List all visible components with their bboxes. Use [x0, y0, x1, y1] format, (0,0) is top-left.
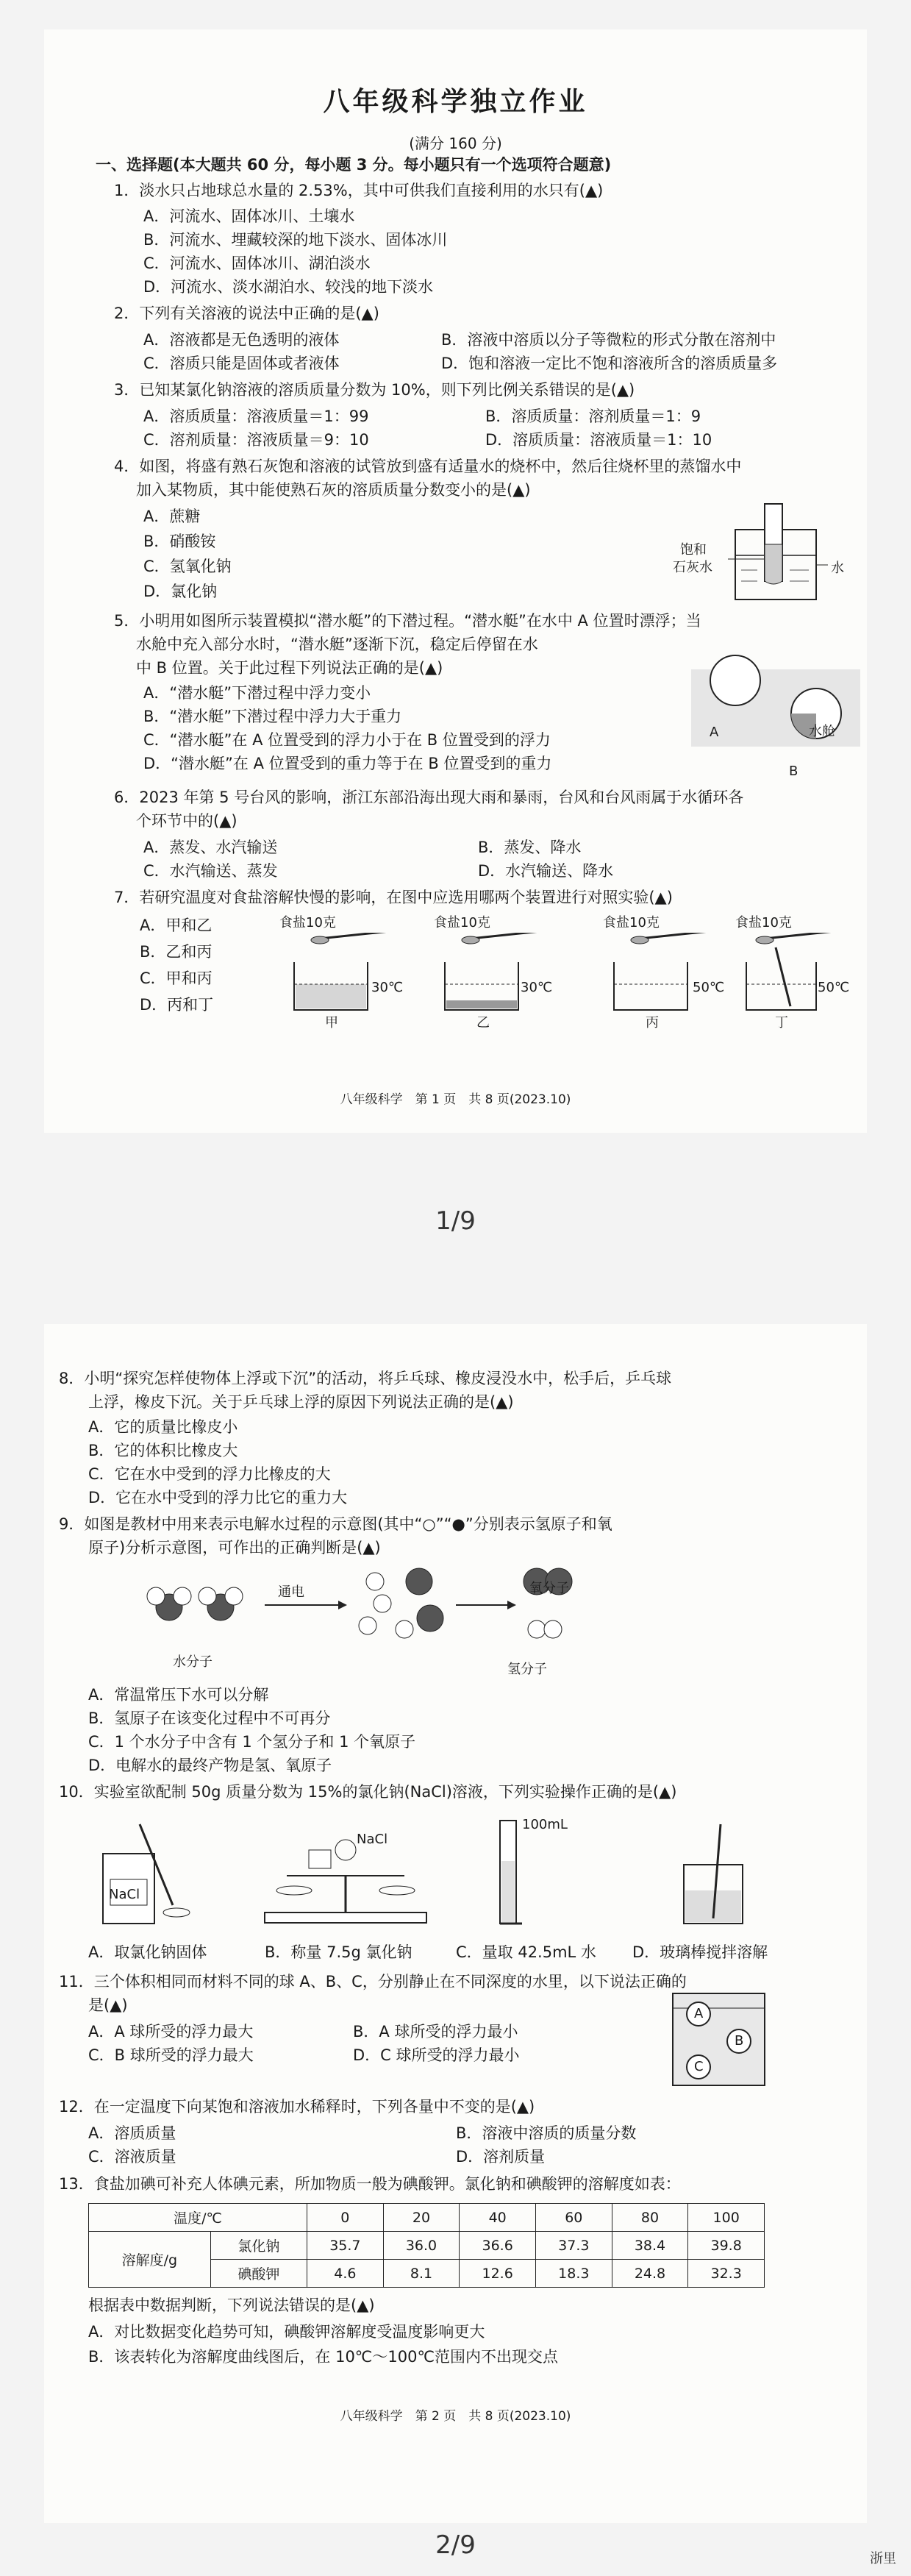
q5-stem-line2: 水舱中充入部分水时，“潜水艇”逐渐下沉，稳定后停留在水: [136, 636, 538, 653]
beaker-ding: [735, 912, 864, 1030]
q4-label-water: 水: [831, 561, 844, 576]
q12-option-d: D．溶剂质量: [456, 2148, 546, 2166]
q3-option-b: B．溶质质量：溶剂质量＝1：9: [485, 408, 701, 425]
section-heading: 一、选择题(本大题共 60 分，每小题 3 分。每小题只有一个选项符合题意): [96, 156, 612, 174]
q11-stem-line1: 11．三个体积相同而材料不同的球 A、B、C，分别静止在不同深度的水里，以下说法正确的: [59, 1973, 687, 1990]
q5-label-b: B: [789, 764, 799, 779]
q13-option-a: A．对比数据变化趋势可知，碘酸钾溶解度受温度影响更大: [88, 2323, 485, 2341]
page-subtitle: (满分 160 分): [409, 135, 502, 152]
q9-water-label: 水分子: [173, 1654, 212, 1670]
q9-hydrogen-label: 氢分子: [507, 1662, 547, 1677]
q6-option-c: C．水汽输送、蒸发: [143, 862, 278, 880]
table-cell: 36.0: [383, 2232, 460, 2260]
q1-option-c: C．河流水、固体冰川、湖泊淡水: [143, 255, 371, 272]
q1-option-a: A．河流水、固体冰川、土壤水: [143, 207, 355, 225]
q2-option-c: C．溶质只能是固体或者液体: [143, 355, 340, 372]
beaker-yi: [434, 912, 574, 1030]
q11-stem-line2: 是(▲): [88, 1996, 128, 2014]
table-cell: 温度/℃: [89, 2204, 307, 2232]
table-cell: 35.7: [307, 2232, 384, 2260]
beaker-salt-label: 食盐10克: [735, 915, 792, 931]
beaker-name: 丁: [775, 1015, 788, 1031]
q9-electrolysis-diagram: [140, 1567, 654, 1670]
q5-option-a: A．“潜水艇”下潜过程中浮力变小: [143, 684, 371, 702]
q1-stem: 1．淡水只占地球总水量的 2.53%，其中可供我们直接利用的水只有(▲): [114, 182, 604, 199]
q9-option-c: C．1 个水分子中含有 1 个氢分子和 1 个氧原子: [88, 1733, 416, 1751]
q7-option-d: D．丙和丁: [140, 996, 214, 1014]
table-cell: 0: [307, 2204, 384, 2232]
q10-option-c: C．量取 42.5mL 水: [456, 1943, 596, 1961]
q11-figure: [669, 1986, 772, 2089]
beaker-temp: 50℃: [693, 980, 725, 995]
q11-option-a: A．A 球所受的浮力最大: [88, 2023, 254, 2040]
table-cell: 60: [535, 2204, 612, 2232]
q3-option-a: A．溶质质量：溶液质量＝1：99: [143, 408, 369, 425]
q13-stem: 13．食盐加碘可补充人体碘元素，所加物质一般为碘酸钾。氯化钠和碘酸钾的溶解度如表：: [59, 2175, 681, 2193]
beaker-temp: 50℃: [818, 980, 850, 995]
table-cell: 40: [460, 2204, 536, 2232]
table-cell: 37.3: [535, 2232, 612, 2260]
table-cell: 32.3: [688, 2260, 765, 2288]
q12-option-b: B．溶液中溶质的质量分数: [456, 2124, 637, 2142]
q5-label-tank: 水舱: [809, 724, 835, 739]
beaker-temp: 30℃: [521, 980, 553, 995]
beaker-name: 甲: [325, 1015, 338, 1031]
beaker-temp: 30℃: [371, 980, 404, 995]
q8-option-a: A．它的质量比橡皮小: [88, 1418, 238, 1436]
q12-stem: 12．在一定温度下向某饱和溶液加水稀释时，下列各量中不变的是(▲): [59, 2098, 535, 2116]
q11-ball-b: B: [735, 2033, 744, 2049]
q1-option-d: D．河流水、淡水湖泊水、较浅的地下淡水: [143, 278, 434, 296]
q7-option-c: C．甲和丙: [140, 969, 212, 987]
q3-option-d: D．溶质质量：溶液质量＝1：10: [485, 431, 712, 449]
q9-stem-line1: 9．如图是教材中用来表示电解水过程的示意图(其中“○”“●”分别表示氢原子和氧: [59, 1515, 612, 1533]
q4-option-d: D．氯化钠: [143, 583, 218, 600]
q8-stem-line1: 8．小明“探究怎样使物体上浮或下沉”的活动，将乒乓球、橡皮浸没水中，松手后，乒乓球: [59, 1370, 672, 1387]
q5-label-a: A: [710, 725, 719, 740]
q4-option-b: B．硝酸铵: [143, 533, 216, 550]
corner-watermark-text: 浙里: [870, 2551, 896, 2566]
table-cell: 36.6: [460, 2232, 536, 2260]
q4-option-a: A．蔗糖: [143, 508, 201, 525]
q2-stem: 2．下列有关溶液的说法中正确的是(▲): [114, 305, 379, 322]
table-cell: 80: [612, 2204, 688, 2232]
q13-option-b: B．该表转化为溶解度曲线图后，在 10℃～100℃范围内不出现交点: [88, 2348, 559, 2366]
q11-option-c: C．B 球所受的浮力最大: [88, 2046, 254, 2064]
q4-option-c: C．氢氧化钠: [143, 558, 232, 575]
q12-option-a: A．溶质质量: [88, 2124, 176, 2142]
q10-cylinder-label: 100mL: [522, 1817, 568, 1832]
page-number-indicator: 2/9: [435, 2530, 476, 2560]
q13-question: 根据表中数据判断，下列说法错误的是(▲): [88, 2296, 375, 2314]
q10-nacl-balance-label: NaCl: [357, 1832, 388, 1847]
q8-option-b: B．它的体积比橡皮大: [88, 1442, 238, 1459]
q7-option-b: B．乙和丙: [140, 943, 212, 961]
table-cell: 碘酸钾: [210, 2260, 307, 2288]
q4-label-saturated: 饱和: [680, 542, 707, 558]
q6-option-d: D．水汽输送、降水: [478, 862, 614, 880]
table-cell: 38.4: [612, 2232, 688, 2260]
q2-option-a: A．溶液都是无色透明的液体: [143, 331, 340, 349]
page-number-indicator: 1/9: [435, 1206, 476, 1236]
q9-option-a: A．常温常压下水可以分解: [88, 1686, 269, 1704]
q11-option-d: D．C 球所受的浮力最小: [353, 2046, 520, 2064]
q9-arrow-label: 通电: [278, 1584, 304, 1600]
q4-label-limewater: 石灰水: [673, 560, 712, 575]
beaker-name: 乙: [476, 1015, 490, 1031]
q10-nacl-bottle-label: NaCl: [109, 1887, 140, 1902]
q5-stem-line3: 中 B 位置。关于此过程下列说法正确的是(▲): [136, 659, 443, 677]
q6-stem-line2: 个环节中的(▲): [136, 812, 237, 830]
q11-ball-a: A: [694, 2006, 704, 2021]
q7-option-a: A．甲和乙: [140, 917, 212, 934]
exam-page-2: [44, 1324, 867, 2523]
q11-option-b: B．A 球所受的浮力最小: [353, 2023, 518, 2040]
q4-stem-line2: 加入某物质，其中能使熟石灰的溶质质量分数变小的是(▲): [136, 481, 531, 499]
beaker-salt-label: 食盐10克: [279, 915, 336, 931]
beaker-salt-label: 食盐10克: [603, 915, 660, 931]
table-cell: 溶解度/g: [89, 2232, 211, 2288]
q9-option-b: B．氢原子在该变化过程中不可再分: [88, 1709, 331, 1727]
q11-ball-c: C: [694, 2059, 704, 2074]
beaker-name: 丙: [646, 1015, 659, 1031]
q4-stem-line1: 4．如图，将盛有熟石灰饱和溶液的试管放到盛有适量水的烧杯中，然后往烧杯里的蒸馏水中: [114, 458, 742, 475]
exam-page-1: [44, 29, 867, 1133]
q3-option-c: C．溶剂质量：溶液质量＝9：10: [143, 431, 369, 449]
beaker-bing: [603, 912, 743, 1030]
q13-solubility-table: [88, 2203, 765, 2288]
page-title: 八年级科学独立作业: [323, 87, 588, 117]
q2-option-d: D．饱和溶液一定比不饱和溶液所含的溶质质量多: [441, 355, 778, 372]
table-row: [89, 2232, 765, 2260]
q10-option-b: B．称量 7.5g 氯化钠: [265, 1943, 412, 1961]
q8-option-c: C．它在水中受到的浮力比橡皮的大: [88, 1465, 331, 1483]
q6-stem-line1: 6．2023 年第 5 号台风的影响，浙江东部沿海出现大雨和暴雨，台风和台风雨属于水循环各: [114, 789, 744, 806]
q2-option-b: B．溶液中溶质以分子等微粒的形式分散在溶剂中: [441, 331, 776, 349]
q10-stem: 10．实验室欲配制 50g 质量分数为 15%的氯化钠(NaCl)溶液，下列实验操作正确的是(▲): [59, 1783, 677, 1801]
page-footer: 八年级科学 第 1 页 共 8 页(2023.10): [340, 1092, 571, 1107]
table-cell: 4.6: [307, 2260, 384, 2288]
table-cell: 8.1: [383, 2260, 460, 2288]
q8-stem-line2: 上浮，橡皮下沉。关于乒乓球上浮的原因下列说法正确的是(▲): [88, 1393, 514, 1411]
beaker-jia: [279, 912, 419, 1030]
table-cell: 24.8: [612, 2260, 688, 2288]
q10-option-d: D．玻璃棒搅拌溶解: [632, 1943, 768, 1961]
q7-stem: 7．若研究温度对食盐溶解快慢的影响，在图中应选用哪两个装置进行对照实验(▲): [114, 889, 673, 906]
q10-figures: [88, 1810, 824, 1935]
table-cell: 20: [383, 2204, 460, 2232]
table-cell: 18.3: [535, 2260, 612, 2288]
q8-option-d: D．它在水中受到的浮力比它的重力大: [88, 1489, 348, 1506]
q6-option-b: B．蒸发、降水: [478, 839, 582, 856]
q6-option-a: A．蒸发、水汽输送: [143, 839, 278, 856]
table-cell: 氯化钠: [210, 2232, 307, 2260]
table-row: [89, 2204, 765, 2232]
table-cell: 12.6: [460, 2260, 536, 2288]
q9-option-d: D．电解水的最终产物是氢、氧原子: [88, 1757, 332, 1774]
q5-stem-line1: 5．小明用如图所示装置模拟“潜水艇”的下潜过程。“潜水艇”在水中 A 位置时漂浮；当: [114, 612, 701, 630]
q3-stem: 3．已知某氯化钠溶液的溶质质量分数为 10%，则下列比例关系错误的是(▲): [114, 381, 635, 399]
q9-oxygen-label: 氧分子: [529, 1581, 569, 1596]
q5-option-d: D．“潜水艇”在 A 位置受到的重力等于在 B 位置受到的重力: [143, 755, 552, 772]
beaker-salt-label: 食盐10克: [434, 915, 490, 931]
page-footer: 八年级科学 第 2 页 共 8 页(2023.10): [340, 2409, 571, 2424]
q1-option-b: B．河流水、埋藏较深的地下淡水、固体冰川: [143, 231, 448, 249]
table-cell: 39.8: [688, 2232, 765, 2260]
q5-option-b: B．“潜水艇”下潜过程中浮力大于重力: [143, 708, 402, 725]
table-cell: 100: [688, 2204, 765, 2232]
q9-stem-line2: 原子)分析示意图，可作出的正确判断是(▲): [88, 1539, 381, 1556]
q5-option-c: C．“潜水艇”在 A 位置受到的浮力小于在 B 位置受到的浮力: [143, 731, 551, 749]
q12-option-c: C．溶液质量: [88, 2148, 176, 2166]
q10-option-a: A．取氯化钠固体: [88, 1943, 207, 1961]
